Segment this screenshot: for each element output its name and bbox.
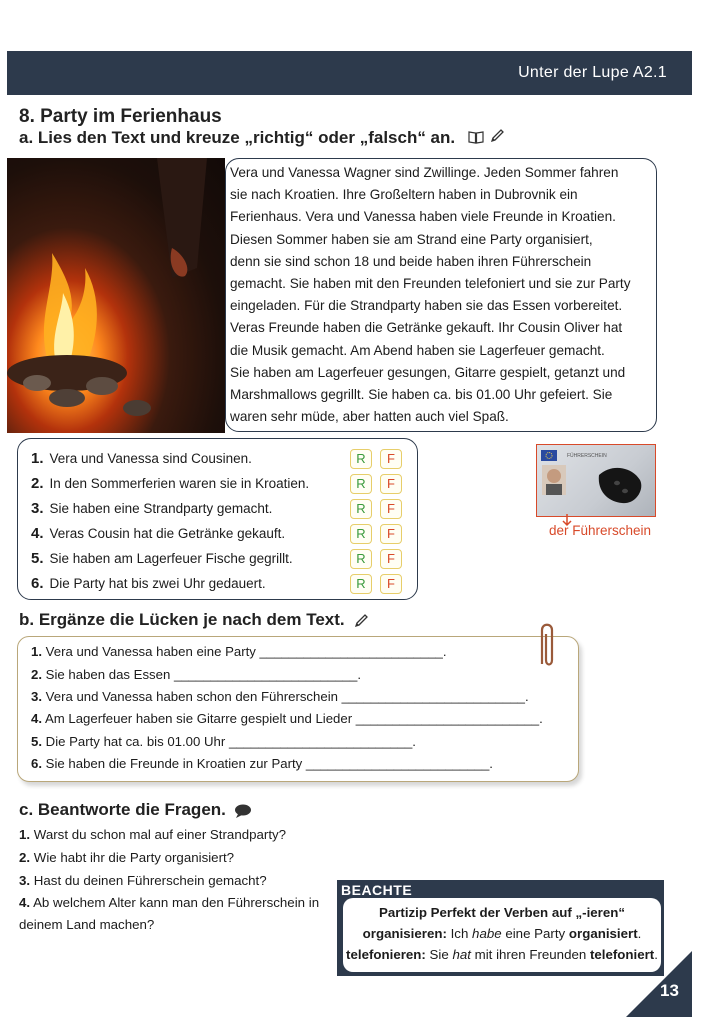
question-item bbox=[19, 824, 339, 846]
header-title: Unter der Lupe A2.1 bbox=[518, 64, 667, 81]
statement-row bbox=[31, 575, 411, 597]
note-verb: organisieren: bbox=[362, 926, 447, 941]
question-item bbox=[19, 870, 339, 892]
question-number: 4. bbox=[19, 895, 31, 910]
question-number: 3. bbox=[19, 873, 31, 888]
statement-text: Sie haben eine Strandparty gemacht. bbox=[49, 501, 273, 516]
statement-number: 6. bbox=[31, 575, 44, 592]
text-line: Marshmallows gegrillt. Sie haben ca. bis 01.00 Uhr gefeiert. Sie bbox=[230, 387, 613, 403]
pencil-icon bbox=[489, 128, 505, 144]
note-verb: telefonieren: bbox=[346, 947, 426, 962]
drivers-license-image bbox=[536, 444, 656, 517]
note-participle: organisiert bbox=[568, 926, 638, 941]
statement-number: 3. bbox=[31, 500, 44, 517]
richtig-checkbox[interactable]: R bbox=[350, 524, 372, 544]
note-text-part: . bbox=[654, 947, 658, 962]
question-item bbox=[19, 847, 339, 869]
gap-item bbox=[31, 734, 416, 749]
gap-text: Vera und Vanessa haben eine Party bbox=[45, 644, 256, 659]
text-line: Vera und Vanessa Wagner sind Zwillinge. Jeden Sommer fahren bbox=[230, 165, 619, 180]
question-text: Warst du schon mal auf einer Strandparty? bbox=[33, 827, 287, 842]
gap-text: Sie haben das Essen bbox=[45, 667, 171, 682]
statement-number: 5. bbox=[31, 550, 44, 567]
note-line-3 bbox=[343, 944, 661, 965]
gap-text: Die Party hat ca. bis 01.00 Uhr bbox=[45, 734, 226, 749]
gap-item bbox=[31, 756, 493, 771]
falsch-checkbox[interactable]: F bbox=[380, 574, 402, 594]
text-line: Ferienhaus. Vera und Vanessa haben viele Freunde in Kroatien. bbox=[230, 209, 616, 225]
note-text-part: Sie bbox=[425, 947, 453, 962]
question-number: 2. bbox=[19, 850, 31, 865]
gap-item bbox=[31, 667, 361, 682]
text-line: Diesen Sommer haben sie am Strand eine Party organisiert, bbox=[230, 231, 593, 247]
task-b-title-text: b. Ergänze die Lücken je nach dem Text. bbox=[19, 610, 345, 629]
richtig-checkbox[interactable]: R bbox=[350, 499, 372, 519]
gap-blank[interactable]: _________________________. bbox=[305, 756, 493, 771]
text-line: Veras Freunde haben die Getränke gekauft. Ihr Cousin Oliver hat bbox=[230, 320, 623, 336]
gap-blank[interactable]: _________________________. bbox=[341, 689, 529, 704]
note-text bbox=[343, 902, 661, 965]
license-caption: der Führerschein bbox=[549, 523, 652, 538]
gap-text: Vera und Vanessa haben schon den Führerschein bbox=[45, 689, 338, 704]
gap-blank[interactable]: _________________________. bbox=[259, 644, 447, 659]
campfire-photo bbox=[7, 158, 225, 433]
richtig-checkbox[interactable]: R bbox=[350, 449, 372, 469]
falsch-checkbox[interactable]: F bbox=[380, 474, 402, 494]
question-item bbox=[19, 892, 335, 936]
task-a-icons bbox=[468, 128, 505, 149]
reading-text bbox=[230, 162, 654, 428]
note-text-part: Ich bbox=[446, 926, 473, 941]
note-line-2 bbox=[343, 923, 661, 944]
gap-blank[interactable]: _________________________. bbox=[173, 667, 362, 682]
gap-blank[interactable]: _________________________. bbox=[355, 711, 543, 726]
gap-number: 3. bbox=[31, 689, 42, 704]
text-line: denn sie sind schon 18 und beide haben ihren Führerschein bbox=[230, 253, 592, 269]
falsch-checkbox[interactable]: F bbox=[380, 449, 402, 469]
section-title: 8. Party im Ferienhaus bbox=[19, 106, 222, 127]
task-a-title-text: a. Lies den Text und kreuze „richtig“ oder „falsch“ an. bbox=[19, 128, 456, 147]
richtig-checkbox[interactable]: R bbox=[350, 474, 372, 494]
note-text-part: eine Party bbox=[501, 926, 569, 941]
task-c-title-text: c. Beantworte die Fragen. bbox=[19, 800, 226, 819]
statement-number: 1. bbox=[31, 450, 44, 467]
book-icon bbox=[468, 130, 484, 144]
question-text: Wie habt ihr die Party organisiert? bbox=[33, 850, 235, 865]
gap-item bbox=[31, 689, 529, 704]
richtig-checkbox[interactable]: R bbox=[350, 549, 372, 569]
statement-row bbox=[31, 525, 411, 547]
gap-number: 4. bbox=[31, 711, 42, 726]
statement-row bbox=[31, 550, 411, 572]
statement-text: Vera und Vanessa sind Cousinen. bbox=[49, 451, 252, 466]
note-aux: habe bbox=[472, 926, 502, 941]
task-c-title bbox=[19, 800, 252, 820]
paperclip-icon bbox=[536, 620, 558, 670]
question-text: Hast du deinen Führerschein gemacht? bbox=[33, 873, 267, 888]
text-line: eingeladen. Für die Strandparty haben sie das Essen vorbereitet. bbox=[230, 298, 623, 314]
task-a-title bbox=[19, 128, 505, 149]
statement-text: In den Sommerferien waren sie in Kroatien. bbox=[49, 476, 310, 491]
gap-item bbox=[31, 644, 447, 659]
page-number: 13 bbox=[660, 981, 679, 1000]
statement-number: 2. bbox=[31, 475, 44, 492]
falsch-checkbox[interactable]: F bbox=[380, 499, 402, 519]
statement-row bbox=[31, 450, 411, 472]
license-illustration bbox=[537, 445, 655, 516]
gap-text: Sie haben die Freunde in Kroatien zur Party bbox=[45, 756, 303, 771]
note-participle: telefoniert bbox=[589, 947, 655, 962]
gap-number: 5. bbox=[31, 734, 42, 749]
pencil-icon bbox=[353, 613, 369, 629]
gap-text: Am Lagerfeuer haben sie Gitarre gespielt und Lieder bbox=[44, 711, 353, 726]
text-line: die Musik gemacht. Am Abend haben sie Lagerfeuer gemacht. bbox=[230, 342, 605, 358]
statement-text: Sie haben am Lagerfeuer Fische gegrillt. bbox=[49, 551, 293, 566]
fire-illustration bbox=[7, 158, 225, 433]
text-line: waren sehr müde, aber hatten auch viel Spaß. bbox=[230, 409, 509, 425]
note-text-part: mit ihren Freunden bbox=[470, 947, 590, 962]
question-number: 1. bbox=[19, 827, 31, 842]
statement-row bbox=[31, 500, 411, 522]
gap-item bbox=[31, 711, 543, 726]
text-line: sie nach Kroatien. Ihre Großeltern haben in Dubrovnik ein bbox=[230, 187, 578, 203]
statement-row bbox=[31, 475, 411, 497]
text-line: gemacht. Sie haben mit den Freunden telefoniert und sie zur Party bbox=[230, 276, 631, 292]
text-line: Sie haben am Lagerfeuer gesungen, Gitarre gespielt, getanzt und bbox=[230, 364, 626, 380]
statement-number: 4. bbox=[31, 525, 44, 542]
task-b-title bbox=[19, 610, 369, 630]
note-line-1: Partizip Perfekt der Verben auf „-ieren“ bbox=[378, 905, 626, 920]
note-label: BEACHTE bbox=[341, 882, 413, 898]
falsch-checkbox[interactable]: F bbox=[380, 524, 402, 544]
gap-number: 1. bbox=[31, 644, 42, 659]
question-text: Ab welchem Alter kann man den Führerschein in deinem Land machen? bbox=[19, 895, 320, 932]
note-aux: hat bbox=[452, 947, 471, 962]
gap-number: 6. bbox=[31, 756, 42, 771]
gap-number: 2. bbox=[31, 667, 42, 682]
falsch-checkbox[interactable]: F bbox=[380, 549, 402, 569]
note-text-part: . bbox=[637, 926, 642, 941]
speech-bubble-icon bbox=[234, 804, 252, 818]
license-card-text: FÜHRERSCHEIN bbox=[567, 453, 607, 459]
gap-blank[interactable]: _________________________. bbox=[228, 734, 416, 749]
statement-text: Veras Cousin hat die Getränke gekauft. bbox=[49, 526, 286, 541]
richtig-checkbox[interactable]: R bbox=[350, 574, 372, 594]
statement-text: Die Party hat bis zwei Uhr gedauert. bbox=[49, 576, 266, 591]
